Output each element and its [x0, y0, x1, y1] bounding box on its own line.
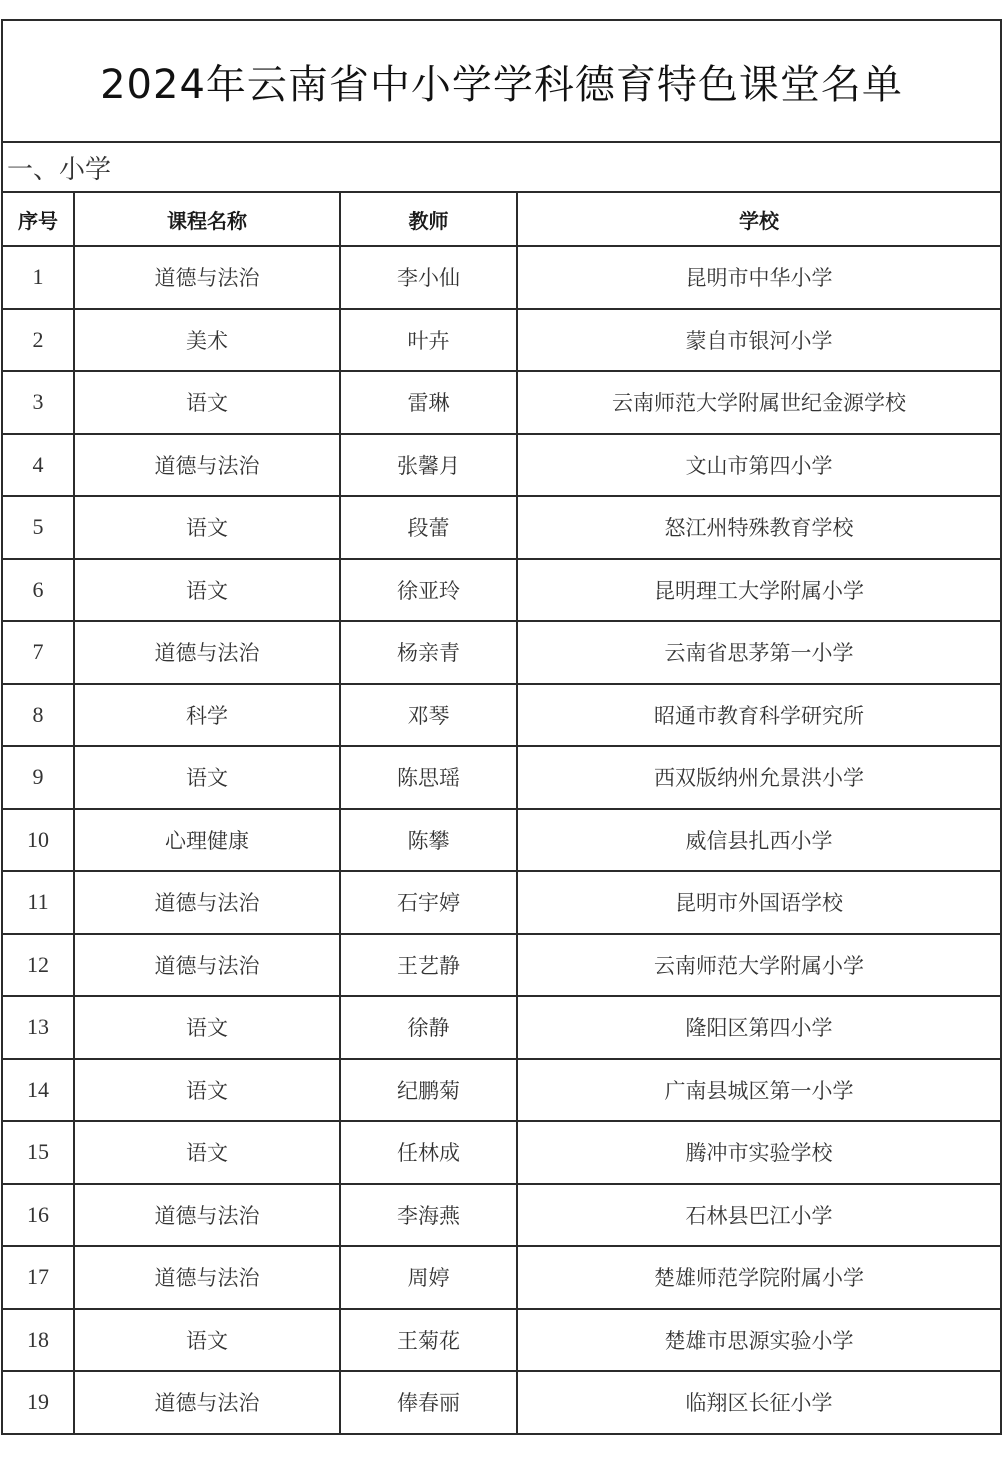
header-school: 学校: [517, 192, 1001, 246]
table-row: [2, 1121, 1001, 1184]
table-row: [2, 684, 1001, 747]
cell-school: 昭通市教育科学研究所: [517, 684, 1001, 747]
table-row: [2, 309, 1001, 372]
cell-school: 威信县扎西小学: [517, 809, 1001, 872]
cell-course: 道德与法治: [74, 1184, 340, 1247]
cell-num: 13: [2, 996, 74, 1059]
header-num: 序号: [2, 192, 74, 246]
cell-course: 道德与法治: [74, 246, 340, 309]
cell-num: 4: [2, 434, 74, 497]
cell-num: 18: [2, 1309, 74, 1372]
cell-teacher: 王菊花: [340, 1309, 517, 1372]
header-teacher: 教师: [340, 192, 517, 246]
table-row: [2, 1059, 1001, 1122]
cell-course: 语文: [74, 559, 340, 622]
cell-course: 道德与法治: [74, 934, 340, 997]
cell-num: 16: [2, 1184, 74, 1247]
table-row: [2, 996, 1001, 1059]
cell-school: 怒江州特殊教育学校: [517, 496, 1001, 559]
title-row: [2, 20, 1001, 142]
cell-teacher: 李小仙: [340, 246, 517, 309]
table-row: [2, 1246, 1001, 1309]
cell-num: 11: [2, 871, 74, 934]
cell-school: 蒙自市银河小学: [517, 309, 1001, 372]
table-row: [2, 559, 1001, 622]
cell-num: 15: [2, 1121, 74, 1184]
cell-teacher: 任林成: [340, 1121, 517, 1184]
cell-num: 9: [2, 746, 74, 809]
cell-school: 石林县巴江小学: [517, 1184, 1001, 1247]
cell-teacher: 徐亚玲: [340, 559, 517, 622]
cell-school: 西双版纳州允景洪小学: [517, 746, 1001, 809]
cell-teacher: 陈思瑶: [340, 746, 517, 809]
cell-teacher: 徐静: [340, 996, 517, 1059]
cell-course: 道德与法治: [74, 1246, 340, 1309]
cell-school: 云南师范大学附属小学: [517, 934, 1001, 997]
cell-teacher: 周婷: [340, 1246, 517, 1309]
cell-course: 道德与法治: [74, 871, 340, 934]
cell-teacher: 石宇婷: [340, 871, 517, 934]
table-row: [2, 1371, 1001, 1434]
cell-course: 语文: [74, 496, 340, 559]
cell-num: 14: [2, 1059, 74, 1122]
cell-course: 语文: [74, 746, 340, 809]
table-row: [2, 246, 1001, 309]
cell-num: 5: [2, 496, 74, 559]
cell-course: 道德与法治: [74, 1371, 340, 1434]
cell-school: 云南师范大学附属世纪金源学校: [517, 371, 1001, 434]
table-row: [2, 746, 1001, 809]
table-row: [2, 809, 1001, 872]
cell-teacher: 张馨月: [340, 434, 517, 497]
cell-teacher: 杨亲青: [340, 621, 517, 684]
cell-teacher: 王艺静: [340, 934, 517, 997]
cell-num: 3: [2, 371, 74, 434]
table-row: [2, 496, 1001, 559]
cell-teacher: 纪鹏菊: [340, 1059, 517, 1122]
cell-course: 语文: [74, 996, 340, 1059]
cell-num: 2: [2, 309, 74, 372]
table-row: [2, 1309, 1001, 1372]
cell-school: 腾冲市实验学校: [517, 1121, 1001, 1184]
cell-school: 临翔区长征小学: [517, 1371, 1001, 1434]
roster-table: [1, 19, 1002, 1435]
header-row: [2, 192, 1001, 246]
cell-school: 昆明市中华小学: [517, 246, 1001, 309]
cell-course: 语文: [74, 1121, 340, 1184]
cell-course: 道德与法治: [74, 434, 340, 497]
section-row: [2, 142, 1001, 192]
cell-course: 美术: [74, 309, 340, 372]
cell-teacher: 陈攀: [340, 809, 517, 872]
cell-num: 12: [2, 934, 74, 997]
cell-school: 云南省思茅第一小学: [517, 621, 1001, 684]
table-row: [2, 621, 1001, 684]
cell-course: 语文: [74, 1059, 340, 1122]
cell-teacher: 雷琳: [340, 371, 517, 434]
cell-teacher: 李海燕: [340, 1184, 517, 1247]
cell-course: 道德与法治: [74, 621, 340, 684]
cell-school: 昆明市外国语学校: [517, 871, 1001, 934]
cell-num: 19: [2, 1371, 74, 1434]
cell-course: 语文: [74, 371, 340, 434]
cell-school: 楚雄市思源实验小学: [517, 1309, 1001, 1372]
cell-num: 8: [2, 684, 74, 747]
table-row: [2, 434, 1001, 497]
cell-num: 7: [2, 621, 74, 684]
cell-teacher: 段蕾: [340, 496, 517, 559]
cell-course: 心理健康: [74, 809, 340, 872]
cell-school: 楚雄师范学院附属小学: [517, 1246, 1001, 1309]
cell-num: 1: [2, 246, 74, 309]
section-heading: 一、小学: [2, 142, 1001, 192]
cell-school: 昆明理工大学附属小学: [517, 559, 1001, 622]
header-course: 课程名称: [74, 192, 340, 246]
table-row: [2, 1184, 1001, 1247]
document-title: 2024年云南省中小学学科德育特色课堂名单: [2, 20, 1001, 142]
table-row: [2, 871, 1001, 934]
cell-num: 10: [2, 809, 74, 872]
cell-school: 文山市第四小学: [517, 434, 1001, 497]
cell-school: 广南县城区第一小学: [517, 1059, 1001, 1122]
cell-teacher: 叶卉: [340, 309, 517, 372]
cell-school: 隆阳区第四小学: [517, 996, 1001, 1059]
cell-num: 6: [2, 559, 74, 622]
table-row: [2, 934, 1001, 997]
cell-course: 语文: [74, 1309, 340, 1372]
cell-num: 17: [2, 1246, 74, 1309]
table-row: [2, 371, 1001, 434]
cell-teacher: 俸春丽: [340, 1371, 517, 1434]
cell-course: 科学: [74, 684, 340, 747]
cell-teacher: 邓琴: [340, 684, 517, 747]
